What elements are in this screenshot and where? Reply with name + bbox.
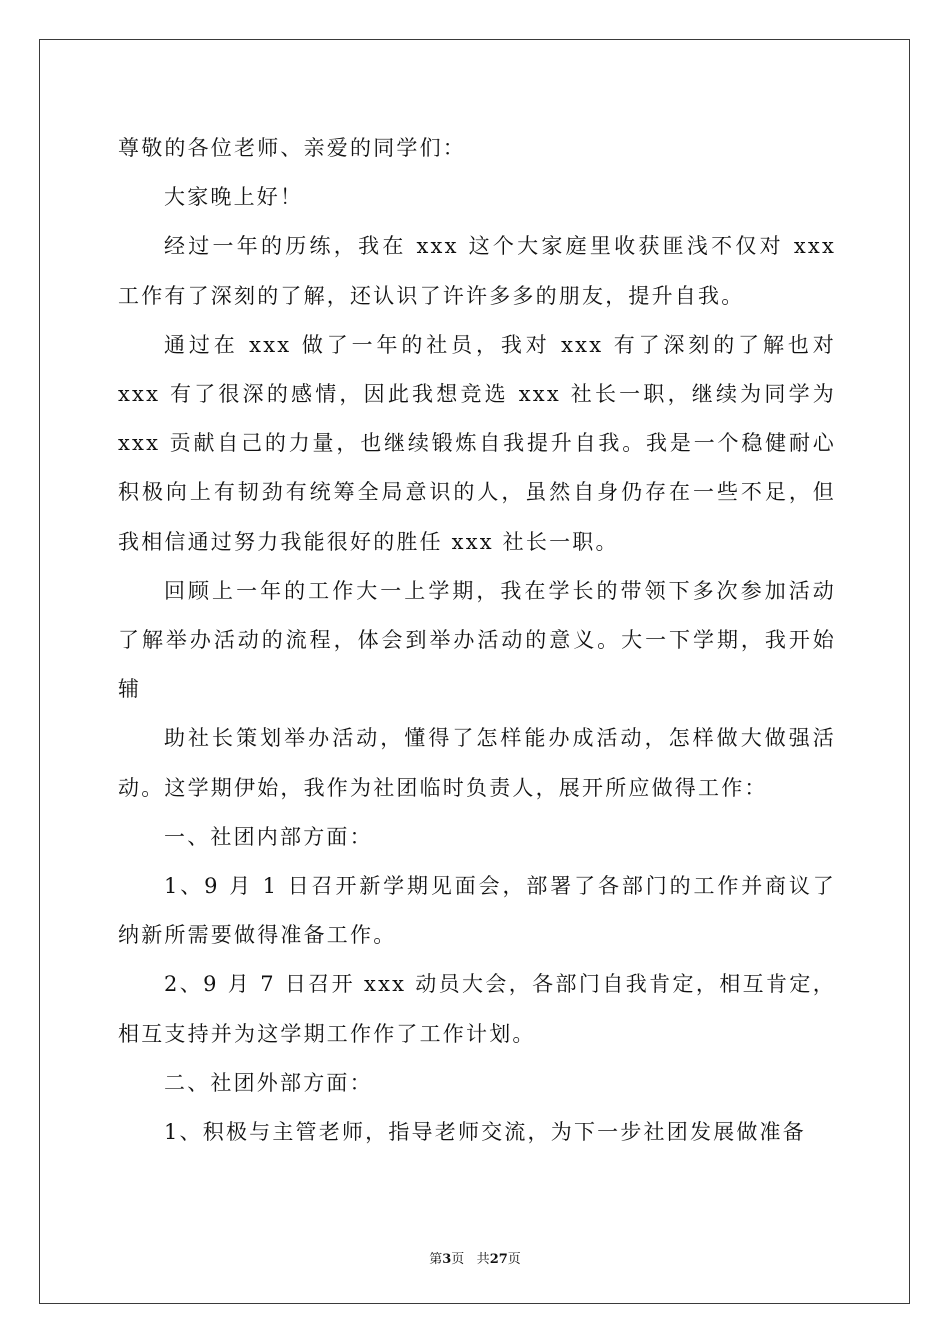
- list-item-internal-2: 2、9 月 7 日召开 xxx 动员大会，各部门自我肯定，相互肯定，相互支持并为这学期工作作了工作计划。: [118, 972, 836, 1046]
- paragraph-candidacy: 通过在 xxx 做了一年的社员，我对 xxx 有了深刻的了解也对 xxx 有了很深的感情，因此我想竞选 xxx 社长一职，继续为同学为 xxx 贡献自己的力量，也继续锻炼自我提升自我。我是一个稳健耐心积极向上有韧劲有统筹全局意识的人，虽然自身仍存在一些不足，但我相信通过努力我能很好的胜任 xxx 社长一职。: [118, 332, 836, 554]
- list-item-external-1: 1、积极与主管老师，指导老师交流，为下一步社团发展做准备: [164, 1120, 806, 1145]
- paragraph-review-continued: 助社长策划举办活动，懂得了怎样能办成活动，怎样做大做强活动。这学期伊始，我作为社团临时负责人，展开所应做得工作：: [118, 726, 836, 800]
- page-footer: [0, 1248, 950, 1267]
- document-body: [118, 124, 836, 1157]
- footer-page-number: 3: [442, 1252, 452, 1267]
- section-heading-external: 二、社团外部方面：: [164, 1070, 373, 1095]
- paragraph-salutation: 大家晚上好！: [164, 185, 304, 210]
- paragraph-review: 回顾上一年的工作大一上学期，我在学长的带领下多次参加活动了解举办活动的流程，体会到举办活动的意义。大一下学期，我开始辅: [118, 578, 836, 702]
- footer-page-prefix: 第: [429, 1252, 443, 1267]
- paragraph-greeting: 尊敬的各位老师、亲爱的同学们：: [118, 136, 466, 160]
- footer-total-prefix: 共: [476, 1252, 490, 1267]
- section-heading-internal: 一、社团内部方面：: [164, 824, 373, 849]
- paragraph-experience: 经过一年的历练，我在 xxx 这个大家庭里收获匪浅不仅对 xxx 工作有了深刻的了解，还认识了许许多多的朋友，提升自我。: [118, 234, 836, 308]
- footer-total-pages: 27: [489, 1252, 508, 1267]
- footer-total-suffix: 页: [507, 1252, 521, 1267]
- footer-page-suffix: 页: [451, 1252, 465, 1267]
- list-item-internal-1: 1、9 月 1 日召开新学期见面会，部署了各部门的工作并商议了纳新所需要做得准备工作。: [118, 874, 836, 948]
